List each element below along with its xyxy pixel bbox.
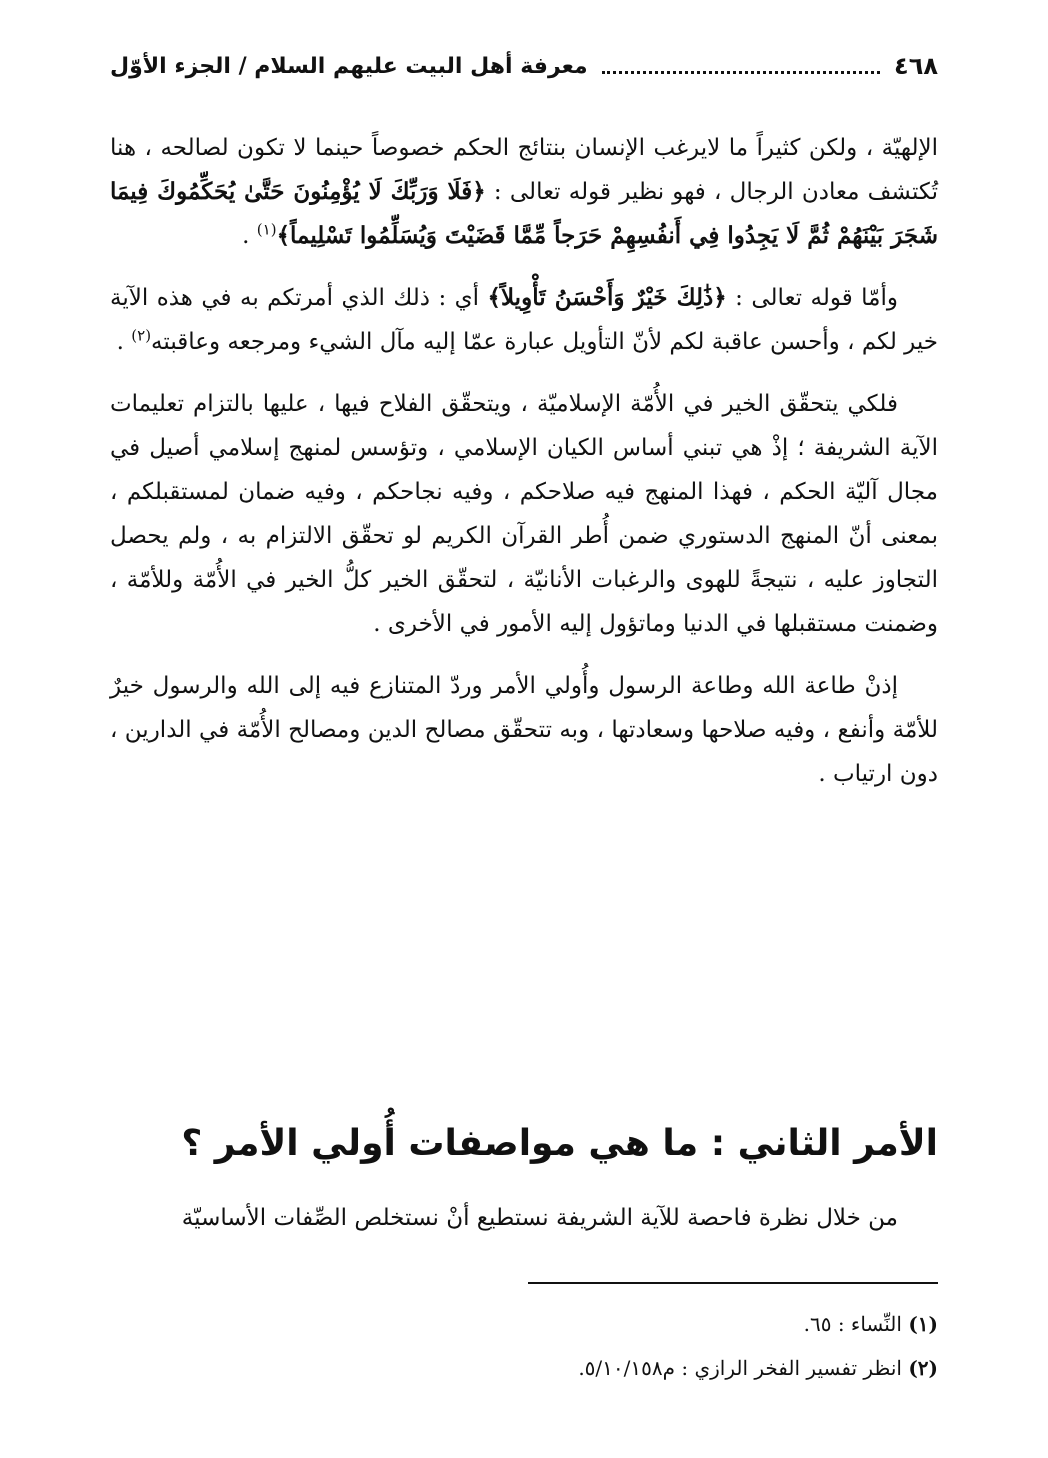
paragraph-text: . xyxy=(116,329,132,355)
footnote-2 xyxy=(110,1346,938,1390)
footnote-text: النِّساء : ٦٥. xyxy=(803,1312,902,1336)
section-heading: الأمر الثاني : ما هي مواصفات أُولي الأمر ؟ xyxy=(181,1123,938,1164)
paragraph-4: إذنْ طاعة الله وطاعة الرسول وأُولي الأمر وردّ المتنازع فيه إلى الله والرسول خيرٌ للأمّة وأنفع ، وفيه صلاحها وسعادتها ، وبه تتحقّق مصالح الدين ومصالح الأُمّة في الدارين ، دون ارتياب . xyxy=(110,673,938,787)
footnote-ref-2[interactable]: (٢) xyxy=(131,326,152,345)
running-title: معرفة أهل البيت عليهم السلام / الجزء الأوّل xyxy=(110,53,588,79)
footnotes xyxy=(110,1302,938,1390)
section-intro: من خلال نظرة فاحصة للآية الشريفة نستطيع أنْ نستخلص الصِّفات الأساسيّة xyxy=(181,1205,898,1231)
header-dot-leader xyxy=(602,71,880,74)
main-text xyxy=(110,126,938,814)
footnote-ref-1[interactable]: (١) xyxy=(256,220,277,239)
paragraph-2 xyxy=(110,276,938,364)
paragraph-3: فلكي يتحقّق الخير في الأُمّة الإسلاميّة ، ويتحقّق الفلاح فيها ، عليها بالتزام تعليمات الآية الشريفة ؛ إذْ هي تبني أساس الكيان الإسلامي ، وتؤسس لمنهج إسلامي أصيل في مجال آليّة الحكم ، فهذا المنهج فيه صلاحكم ، وفيه نجاحكم ، وفيه ضمان لمستقبلكم ، بمعنى أنّ المنهج الدستوري ضمن أُطر القرآن الكريم لو تحقّق الالتزام به ، ولم يحصل التجاوز عليه ، نتيجةً للهوى والرغبات الأنانيّة ، لتحقّق الخير كلُّ الخير في الأُمّة وللأمّة ، وضمنت مستقبلها في الدنيا وماتؤول إليه الأمور في الأخرى . xyxy=(110,391,938,637)
footnote-number: (٢) xyxy=(908,1356,938,1380)
paragraph-text: الإلهيّة ، ولكن كثيراً ما لايرغب الإنسان بنتائج الحكم خصوصاً حينما لا تكون لصالحه ، هنا تُكتشف معادن الرجال ، فهو نظير قوله تعالى : xyxy=(110,135,938,205)
footnote-divider xyxy=(528,1282,938,1284)
footnote-text: انظر تفسير الفخر الرازي : م٥/١٠/١٥٨. xyxy=(578,1356,902,1380)
page-number: ٤٦٨ xyxy=(894,52,938,80)
paragraph-text: أي : ذلك الذي أمرتكم به في هذه الآية خير لكم ، وأحسن عاقبة لكم لأنّ التأويل عبارة عمّا إليه مآل الشيء ومرجعه وعاقبته xyxy=(110,285,938,355)
footnote-number: (١) xyxy=(908,1312,938,1336)
footnote-1 xyxy=(110,1302,938,1346)
running-header xyxy=(110,44,938,88)
quran-verse: ﴿فَلَا وَرَبِّكَ لَا يُؤْمِنُونَ حَتَّىٰ يُحَكِّمُوكَ فِيمَا شَجَرَ بَيْنَهُمْ ثُمَّ لَا يَجِدُوا فِي أَنفُسِهِمْ حَرَجاً مِّمَّا قَضَيْتَ وَيُسَلِّمُوا تَسْلِيماً﴾ xyxy=(110,178,938,249)
paragraph-text: وأمّا قوله تعالى : xyxy=(726,285,898,311)
quran-verse: ﴿ذَٰلِكَ خَيْرٌ وَأَحْسَنُ تَأْوِيلاً﴾ xyxy=(487,284,727,311)
paragraph-1 xyxy=(110,126,938,258)
paragraph-text: . xyxy=(242,223,257,249)
